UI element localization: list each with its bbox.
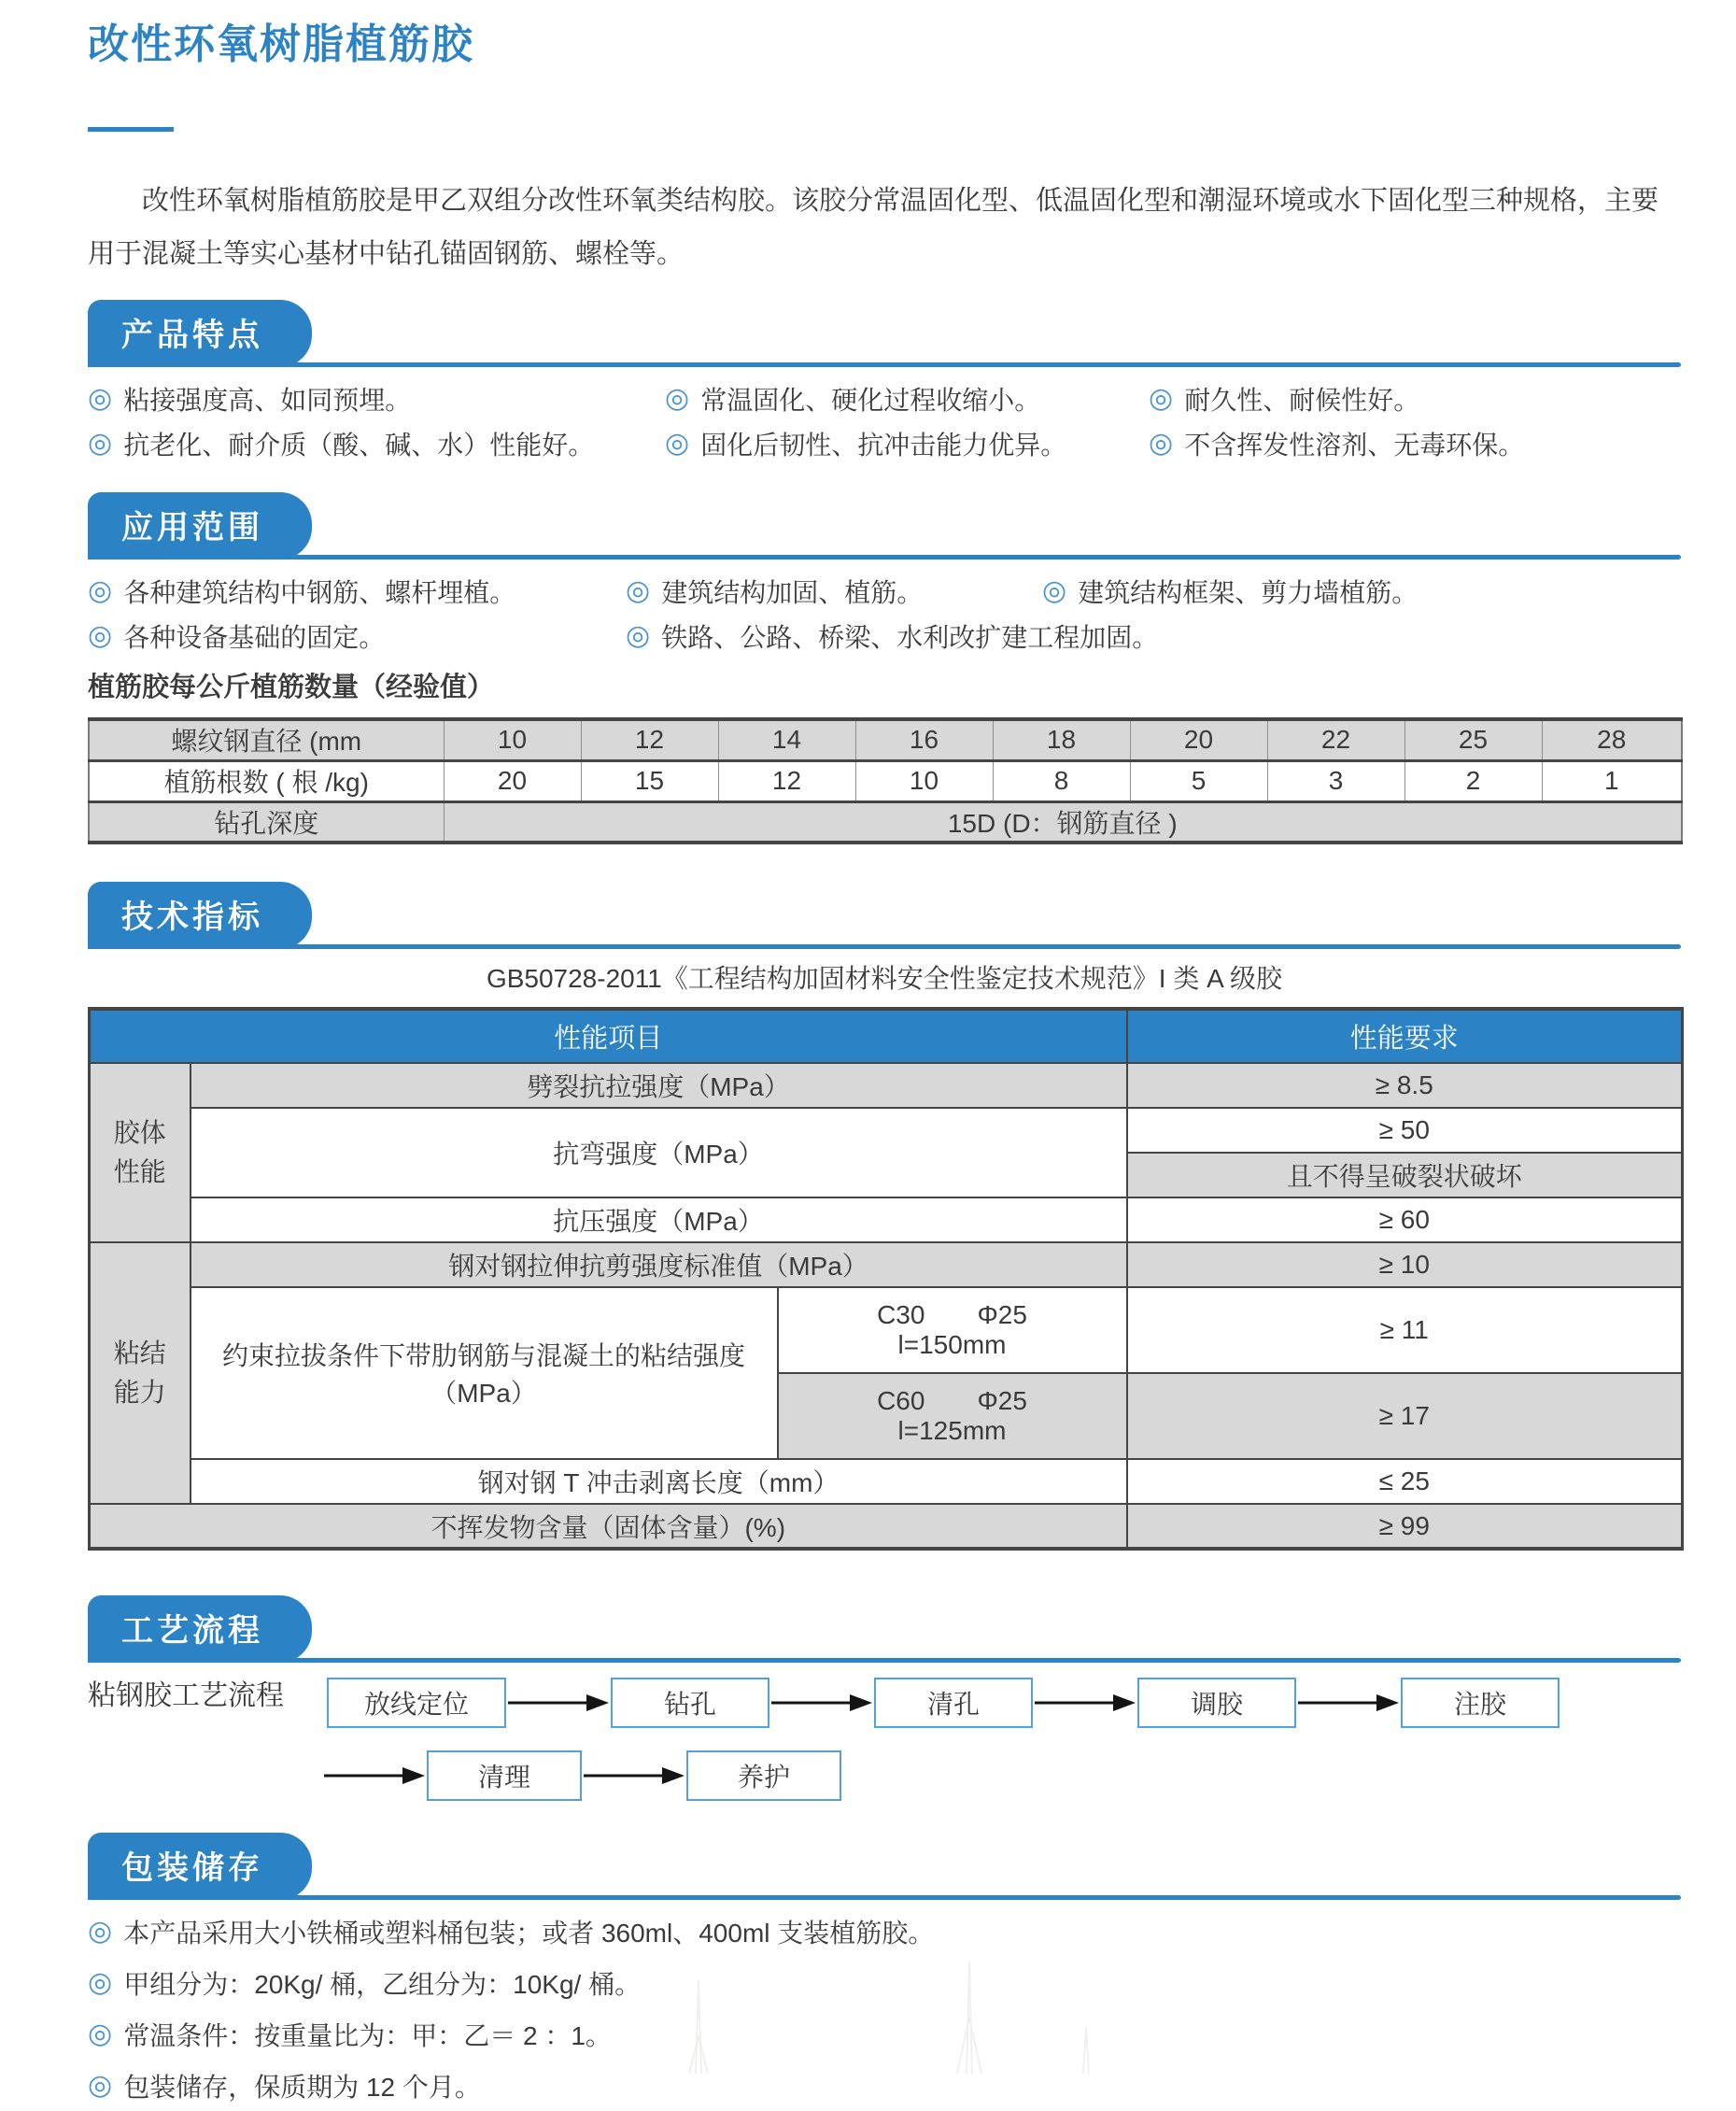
list-item	[626, 569, 1042, 614]
table-row	[89, 719, 1682, 760]
row-label: 植筋根数 ( 根 /kg)	[89, 760, 444, 801]
section-rule	[88, 944, 1681, 949]
section-rule	[88, 1895, 1681, 1900]
rebar-table-title: 植筋胶每公斤植筋数量（经验值）	[88, 673, 495, 702]
flow-step	[427, 1750, 582, 1801]
cell: 18	[993, 719, 1130, 760]
flow-arrow-icon	[506, 1691, 611, 1715]
flow-step	[1137, 1678, 1296, 1728]
section-header-packaging	[88, 1833, 1681, 1900]
table-row	[90, 1287, 1683, 1373]
bullet-icon: ◎	[1149, 383, 1174, 414]
list-item	[1149, 376, 1681, 421]
flow-step	[611, 1678, 769, 1728]
section-badge-features: 产品特点	[88, 300, 312, 367]
requirement-value: ≥ 99	[1127, 1504, 1683, 1549]
flow-rows	[327, 1663, 1681, 1801]
requirement-value: ≥ 8.5	[1127, 1063, 1683, 1108]
table-header-row	[90, 1009, 1683, 1063]
list-item-text: 抗老化、耐介质（酸、碱、水）性能好。	[123, 431, 595, 460]
flow-arrow-icon	[582, 1764, 686, 1788]
list-item-text: 各种建筑结构中钢筋、螺杆埋植。	[123, 578, 516, 607]
list-item	[88, 1957, 1681, 2008]
flow-step-label: 清理	[477, 1763, 530, 1792]
section-header-tech	[88, 882, 1681, 949]
cell: 22	[1267, 719, 1404, 760]
flow-arrow-icon	[322, 1764, 427, 1788]
applications-list	[88, 569, 1681, 659]
list-item-text: 建筑结构框架、剪力墙植筋。	[1078, 578, 1418, 607]
process-flow-row-2	[322, 1750, 1681, 1801]
flow-step	[327, 1678, 506, 1728]
requirement-value: ≥ 17	[1127, 1373, 1683, 1459]
list-item-text: 粘接强度高、如同预埋。	[123, 386, 412, 415]
flow-arrow-icon	[1033, 1691, 1137, 1715]
list-item-text: 常温条件：按重量比为：甲：乙＝ 2 ：1。	[123, 2020, 612, 2050]
bullet-icon: ◎	[88, 575, 113, 606]
features-column	[1149, 376, 1681, 466]
cell: 5	[1130, 760, 1267, 801]
cell: 12	[718, 760, 855, 801]
bullet-icon: ◎	[88, 620, 113, 651]
table-row	[90, 1459, 1683, 1504]
property-label: 钢对钢 T 冲击剥离长度（mm）	[191, 1459, 1127, 1504]
bullet-icon: ◎	[626, 575, 651, 606]
applications-column	[626, 569, 1159, 659]
process-flow-row-1	[327, 1678, 1681, 1728]
bullet-icon: ◎	[665, 383, 690, 414]
condition-cell	[778, 1287, 1127, 1373]
list-item	[626, 614, 1159, 659]
section-header-features	[88, 300, 1681, 367]
tech-standard-caption: GB50728-2011《工程结构加固材料安全性鉴定技术规范》I 类 A 级胶	[486, 964, 1283, 993]
section-header-process	[88, 1595, 1681, 1663]
cell: 1	[1542, 760, 1682, 801]
list-item-text: 耐久性、耐候性好。	[1184, 386, 1420, 415]
applications-column	[1042, 569, 1681, 659]
flow-step-label: 清孔	[926, 1690, 980, 1719]
list-item-text: 固化后韧性、抗冲击能力优异。	[700, 431, 1067, 460]
bullet-icon: ◎	[626, 620, 651, 651]
bar-diameter: Φ25	[977, 1300, 1027, 1329]
table-row	[90, 1197, 1683, 1242]
property-label: 抗压强度（MPa）	[191, 1197, 1127, 1242]
column-header: 性能要求	[1127, 1009, 1683, 1063]
cell: 10	[855, 760, 993, 801]
bullet-icon: ◎	[1149, 428, 1174, 459]
bullet-icon: ◎	[88, 1915, 113, 1947]
list-item	[88, 614, 626, 659]
property-label: 抗弯强度（MPa）	[191, 1108, 1127, 1197]
section-badge-applications: 应用范围	[88, 492, 312, 560]
packaging-list	[88, 1906, 1681, 2111]
cell: 3	[1267, 760, 1404, 801]
applications-column	[88, 569, 626, 659]
condition-line	[788, 1300, 1117, 1330]
list-item	[1149, 421, 1681, 466]
flow-arrow-icon	[1296, 1691, 1401, 1715]
table-row	[89, 760, 1682, 801]
section-badge-process: 工艺流程	[88, 1595, 312, 1663]
table-row	[90, 1242, 1683, 1287]
cell: 12	[581, 719, 718, 760]
row-label: 螺纹钢直径 (mm	[89, 719, 444, 760]
embed-length: l=125mm	[897, 1416, 1007, 1445]
cell: 16	[855, 719, 993, 760]
cell: 15	[581, 760, 718, 801]
tech-spec-table	[88, 1007, 1684, 1551]
flow-step	[686, 1750, 841, 1801]
bullet-icon: ◎	[665, 428, 690, 459]
property-label: 不挥发物含量（固体含量）(%)	[90, 1504, 1127, 1549]
requirement-value: 且不得呈破裂状破坏	[1127, 1153, 1683, 1197]
flow-step-label: 注胶	[1453, 1690, 1506, 1719]
list-item-text: 本产品采用大小铁桶或塑料桶包装；或者 360ml、400ml 支装植筋胶。	[123, 1918, 935, 1948]
section-badge-packaging: 包装储存	[88, 1833, 312, 1900]
list-item	[88, 1906, 1681, 1957]
cell: 15D (D：钢筋直径 )	[444, 801, 1682, 843]
row-label: 钻孔深度	[89, 801, 444, 843]
condition-cell	[778, 1373, 1127, 1459]
requirement-value: ≥ 10	[1127, 1242, 1683, 1287]
flow-step-label: 放线定位	[363, 1690, 469, 1719]
requirement-value: ≤ 25	[1127, 1459, 1683, 1504]
requirement-value: ≥ 60	[1127, 1197, 1683, 1242]
list-item	[88, 2008, 1681, 2060]
cell: 20	[444, 760, 581, 801]
flow-arrow-icon	[769, 1691, 874, 1715]
process-flow-label: 粘钢胶工艺流程	[88, 1680, 284, 1711]
features-column	[88, 376, 665, 466]
requirement-value: ≥ 50	[1127, 1108, 1683, 1153]
list-item	[1042, 569, 1681, 614]
cell: 25	[1404, 719, 1542, 760]
section-rule	[88, 555, 1681, 560]
condition-line	[788, 1386, 1117, 1416]
table-row	[89, 801, 1682, 843]
list-item-text: 建筑结构加固、植筋。	[661, 578, 924, 607]
list-item	[88, 2060, 1681, 2111]
group-label: 粘结能力	[90, 1242, 191, 1504]
property-label: 约束拉拔条件下带肋钢筋与混凝土的粘结强度（MPa）	[191, 1287, 778, 1459]
concrete-grade: C30	[877, 1300, 925, 1329]
cell: 10	[444, 719, 581, 760]
list-item	[665, 376, 1149, 421]
cell: 2	[1404, 760, 1542, 801]
flow-step	[874, 1678, 1033, 1728]
cell: 20	[1130, 719, 1267, 760]
section-rule	[88, 362, 1681, 367]
list-item-text: 包装储存，保质期为 12 个月。	[123, 2072, 481, 2102]
bar-diameter: Φ25	[977, 1386, 1027, 1415]
list-item	[665, 421, 1149, 466]
list-item	[88, 376, 665, 421]
property-label: 钢对钢拉伸抗剪强度标准值（MPa）	[191, 1242, 1127, 1287]
features-column	[665, 376, 1149, 466]
cell: 28	[1542, 719, 1682, 760]
list-item	[88, 421, 665, 466]
requirement-value: ≥ 11	[1127, 1287, 1683, 1373]
list-item-text: 各种设备基础的固定。	[123, 623, 386, 652]
table-row	[90, 1063, 1683, 1108]
process-flow	[88, 1663, 1681, 1801]
features-list	[88, 376, 1681, 466]
flow-step	[1401, 1678, 1560, 1728]
property-label: 劈裂抗拉强度（MPa）	[191, 1063, 1127, 1108]
page-title: 改性环氧树脂植筋胶	[88, 21, 474, 67]
bullet-icon: ◎	[88, 1966, 113, 1998]
flow-step-label: 钻孔	[663, 1690, 716, 1719]
group-label: 胶体性能	[90, 1063, 191, 1242]
column-header: 性能项目	[90, 1009, 1127, 1063]
bullet-icon: ◎	[1042, 575, 1067, 606]
bullet-icon: ◎	[88, 2069, 113, 2101]
table-row	[90, 1108, 1683, 1153]
list-item-text: 不含挥发性溶剂、无毒环保。	[1184, 431, 1525, 460]
concrete-grade: C60	[877, 1386, 925, 1415]
flow-step-label: 调胶	[1190, 1690, 1243, 1719]
cell: 8	[993, 760, 1130, 801]
cell: 14	[718, 719, 855, 760]
rebar-count-table	[88, 717, 1683, 844]
bullet-icon: ◎	[88, 2018, 113, 2049]
title-underline	[88, 127, 174, 132]
table-row	[90, 1504, 1683, 1549]
bullet-icon: ◎	[88, 383, 113, 414]
intro-paragraph: 改性环氧树脂植筋胶是甲乙双组分改性环氧类结构胶。该胶分常温固化型、低温固化型和潮湿环境或水下固化型三种规格，主要用于混凝土等实心基材中钻孔锚固钢筋、螺栓等。	[88, 186, 1659, 269]
section-badge-tech: 技术指标	[88, 882, 312, 949]
list-item-text: 铁路、公路、桥梁、水利改扩建工程加固。	[661, 623, 1159, 652]
list-item-text: 甲组分为：20Kg/ 桶，乙组分为：10Kg/ 桶。	[123, 1969, 642, 1999]
bullet-icon: ◎	[88, 428, 113, 459]
list-item-text: 常温固化、硬化过程收缩小。	[700, 386, 1041, 415]
embed-length: l=150mm	[897, 1330, 1007, 1359]
flow-step-label: 养护	[737, 1763, 790, 1792]
section-header-applications	[88, 492, 1681, 560]
list-item	[88, 569, 626, 614]
